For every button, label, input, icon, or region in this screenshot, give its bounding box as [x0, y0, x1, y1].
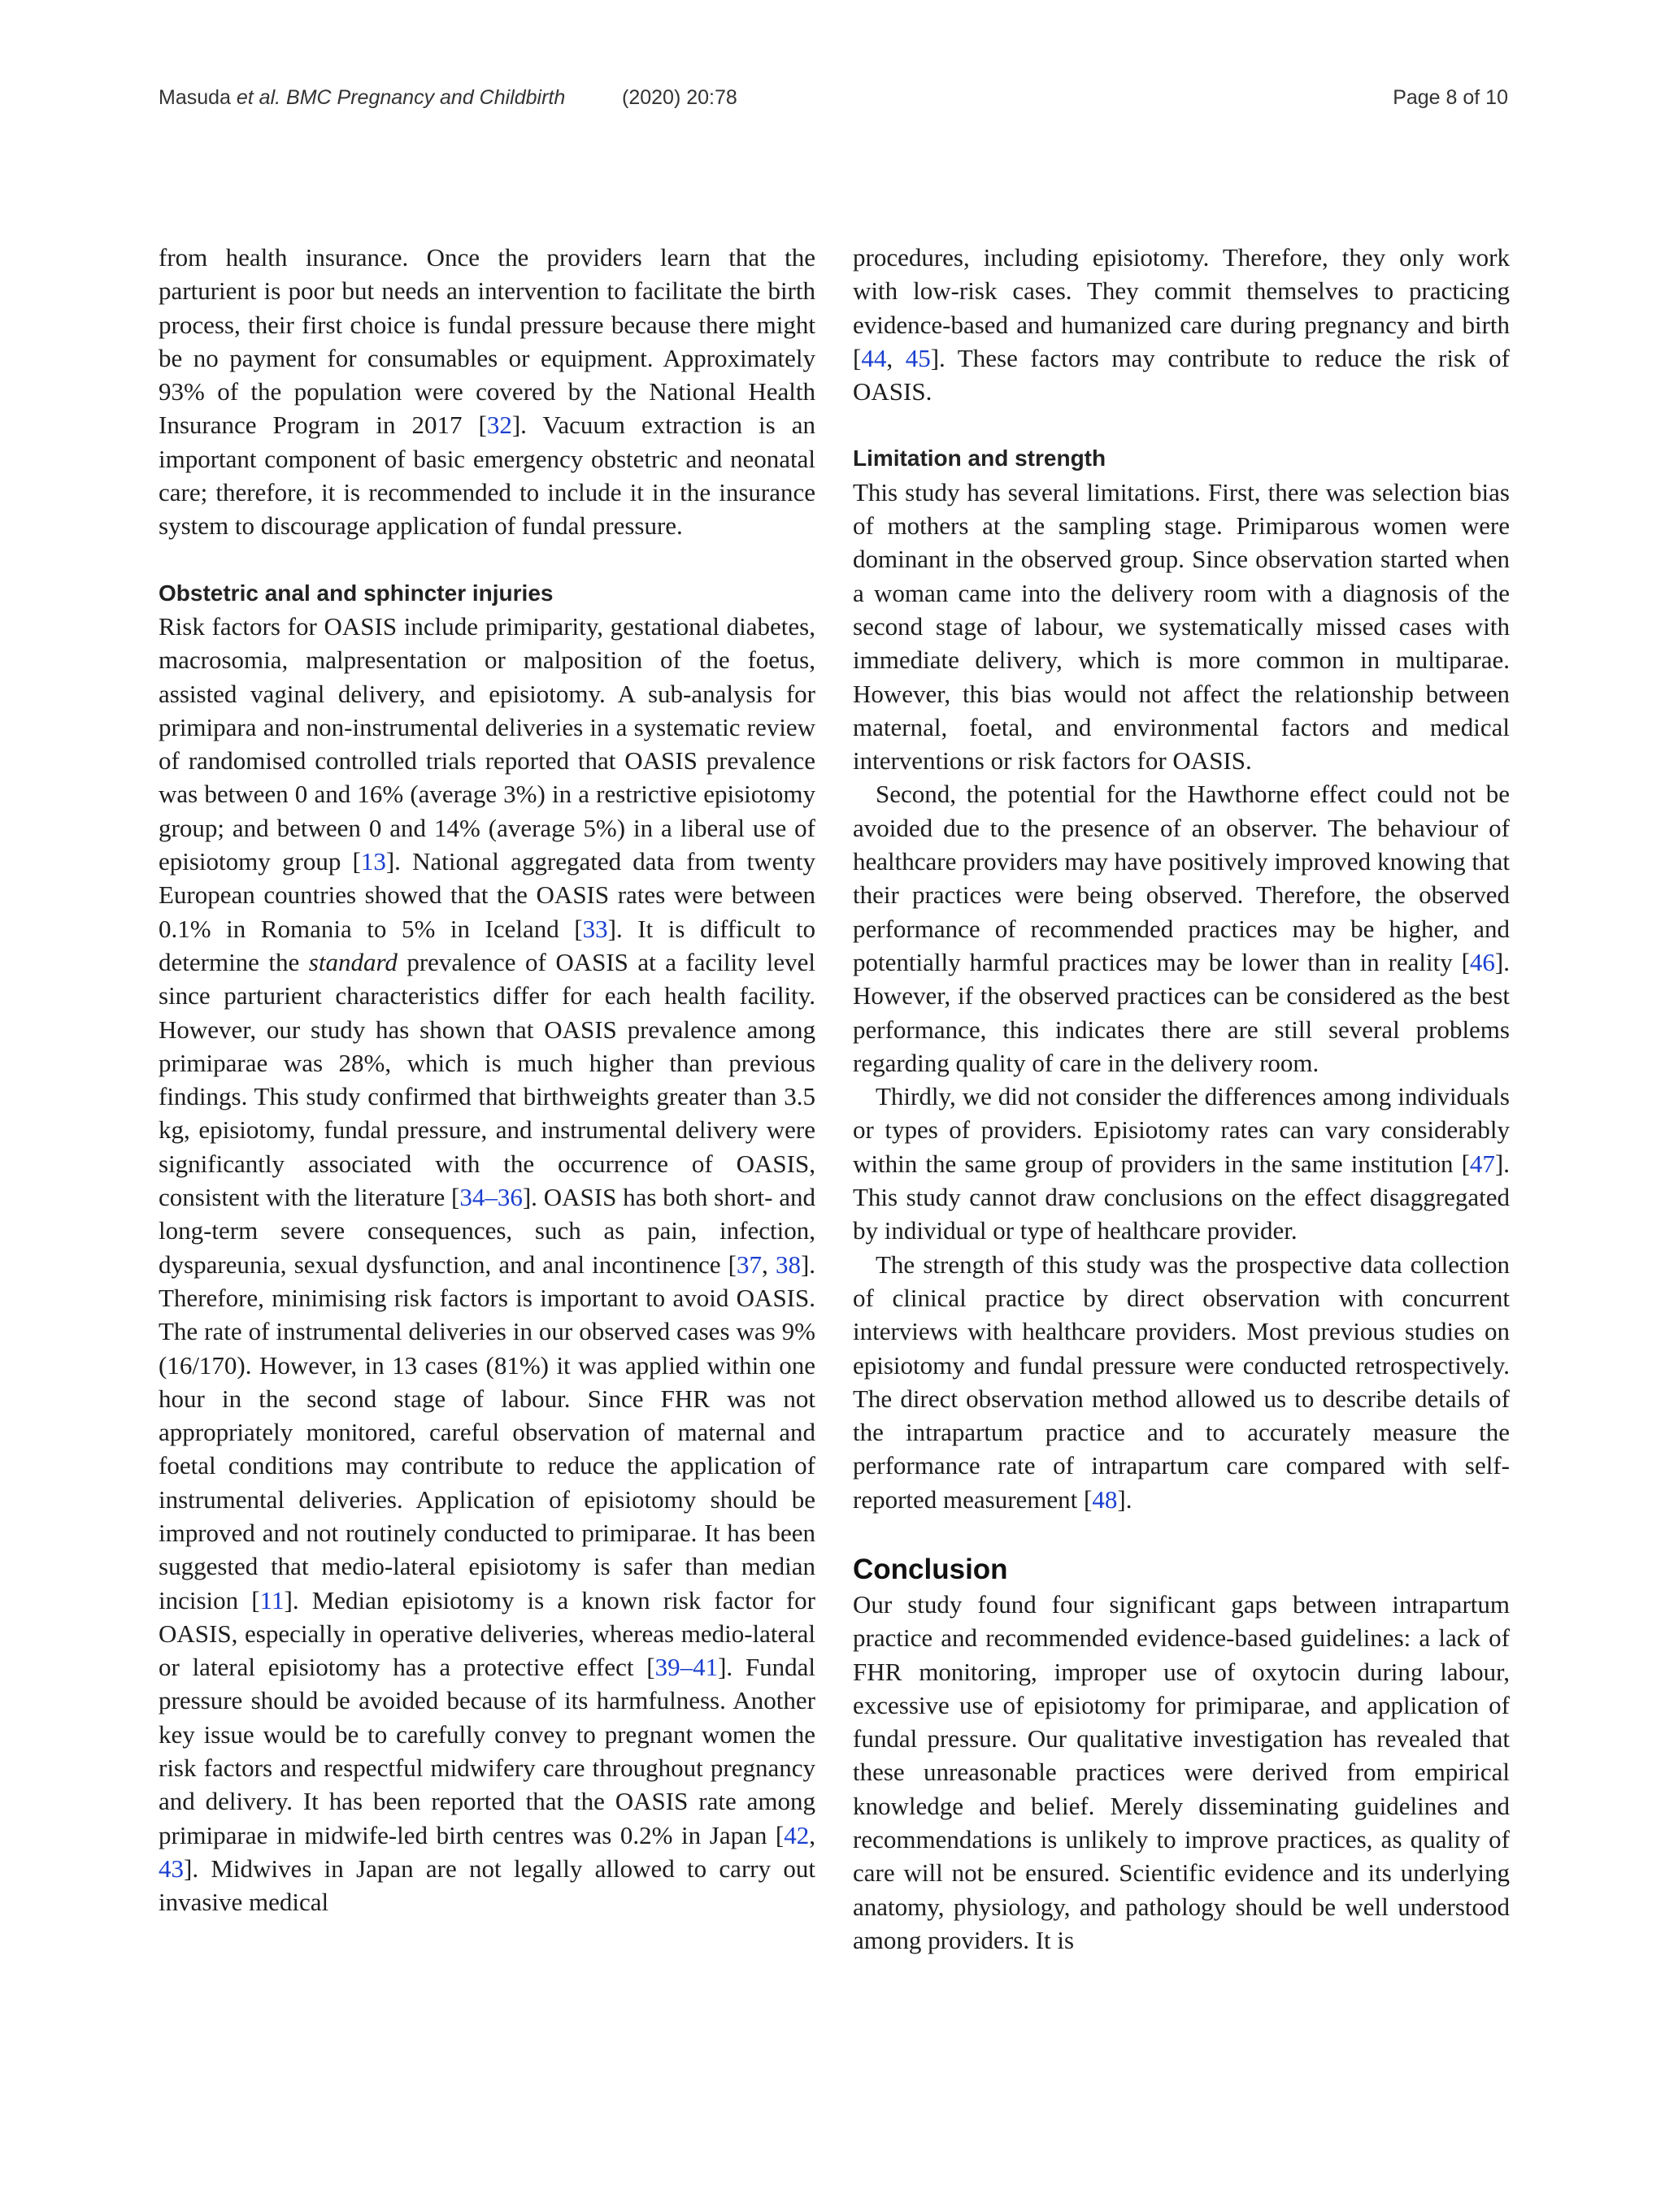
- paragraph: Our study found four significant gaps between intrapartum practice and recommended evidence-based guidelines: a lack of FHR monitoring, improper use of oxytocin during labour, excessive use of episiotomy for primiparae, and application of fundal pressure. Our qualitative investigation has revealed that these unreasonable practices were derived from empirical knowledge and belief. Merely disseminating guidelines and recommendations is unlikely to improve practices, as quality of care will not be ensured. Scientific evidence and its underlying anatomy, physiology, and pathology should be well understood among providers. It is: [853, 1589, 1510, 1954]
- citation-link[interactable]: 11: [259, 1585, 285, 1614]
- section-heading-conclusion: Conclusion: [853, 1553, 1008, 1585]
- paragraph: Second, the potential for the Hawthorne effect could not be avoided due to the presence of an observer. The behaviour of healthcare providers may have positively improved knowing that their practices were being observed. Therefore, the observed performance of recommended practices may be higher, and potentially harmful practices may be lower than in reality [46]. However, if the observed practices can be considered as the best performance, this indicates there are still several problems regarding quality of care in the delivery room.: [853, 780, 1510, 1077]
- paragraph: procedures, including episiotomy. Therefore, they only work with low-risk cases. They commit themselves to practicing evidence-based and humanized care during pregnancy and birth [44, 45]. These factors may contribute to reduce the risk of OASIS.: [853, 243, 1510, 406]
- citation-link[interactable]: 45: [905, 343, 931, 372]
- section-heading-limitation: Limitation and strength: [853, 445, 1106, 472]
- citation-link[interactable]: 46: [1469, 947, 1495, 976]
- section-heading-oasis: Obstetric anal and sphincter injuries: [159, 580, 554, 606]
- citation-link[interactable]: 48: [1092, 1484, 1118, 1514]
- page-number: Page 8 of 10: [1393, 86, 1508, 109]
- citation-link[interactable]: 34–36: [459, 1183, 523, 1212]
- citation-link[interactable]: 42: [784, 1820, 810, 1849]
- citation-link[interactable]: 37: [737, 1249, 762, 1279]
- paragraph: from health insurance. Once the providers learn that the parturient is poor but needs an intervention to facilitate the birth process, their first choice is fundal pressure because there might be no payment for consumables or equipment. Approximately 93% of the population were covered by the National Health Insurance Program in 2017 [32]. Vacuum extraction is an important component of basic emergency obstetric and neonatal care; therefore, it is recommended to include it in the insurance system to discourage application of fundal pressure.: [159, 243, 815, 541]
- citation-link[interactable]: 33: [582, 914, 608, 943]
- paragraph: The strength of this study was the prospective data collection of clinical practice by direct observation with concurrent interviews with healthcare providers. Most previous studies on episiotomy and fundal pressure were conducted retrospectively. The direct observation method allowed us to describe details of the intrapartum practice and to accurately measure the performance rate of intrapartum care compared with self-reported measurement [48].: [853, 1249, 1510, 1514]
- citation-link[interactable]: 43: [159, 1853, 184, 1883]
- right-column: [853, 241, 1510, 1957]
- paragraph: Risk factors for OASIS include primiparity, gestational diabetes, macrosomia, malpresentation or malposition of the foetus, assisted vaginal delivery, and episiotomy. A sub-analysis for primipara and non-instrumental deliveries in a systematic review of randomised controlled trials reported that OASIS prevalence was between 0 and 16% (average 3%) in a restrictive episiotomy group; and between 0 and 14% (average 5%) in a liberal use of episiotomy group [13]. National aggregated data from twenty European countries showed that the OASIS rates were between 0.1% in Romania to 5% in Iceland [33]. It is difficult to determine the standard prevalence of OASIS at a facility level since parturient characteristics differ for each health facility. However, our study has shown that OASIS prevalence among primiparae was 28%, which is much higher than previous findings. This study confirmed that birthweights greater than 3.5 kg, episiotomy, fundal pressure, and instrumental delivery were significantly associated with the occurrence of OASIS, consistent with the literature [34–36]. OASIS has both short- and long-term severe consequences, such as pain, infection, dyspareunia, sexual dysfunction, and anal incontinence [37, 38]. Therefore, minimising risk factors is important to avoid OASIS. The rate of instrumental deliveries in our observed cases was 9% (16/170). However, in 13 cases (81%) it was applied within one hour in the second stage of labour. Since FHR was not appropriately monitored, careful observation of maternal and foetal conditions may contribute to reduce the application of instrumental deliveries. Application of episiotomy should be improved and not routinely conducted to primiparae. It has been suggested that medio-lateral episiotomy is safer than median incision [11]. Median episiotomy is a known risk factor for OASIS, especially in operative deliveries, whereas medio-lateral or lateral episiotomy has a protective effect [39–41]. Fundal pressure should be avoided because of its harmfulness. Another key issue would be to carefully convey to pregnant women the risk factors and respectful midwifery care throughout pregnancy and delivery. It has been reported that the OASIS rate among primiparae in midwife-led birth centres was 0.2% in Japan [42, 43]. Midwives in Japan are not legally allowed to carry out invasive medical: [159, 611, 816, 1917]
- citation-link[interactable]: 13: [360, 847, 386, 876]
- paragraph: Thirdly, we did not consider the differences among individuals or types of providers. Episiotomy rates can vary considerably within the same group of providers in the same institution [47]. This study cannot draw conclusions on the effect disaggregated by individual or type of healthcare provider.: [853, 1082, 1510, 1245]
- citation-link[interactable]: 47: [1469, 1149, 1495, 1178]
- citation-link[interactable]: 38: [775, 1249, 801, 1279]
- running-header: [159, 86, 1508, 119]
- paragraph: This study has several limitations. First, there was selection bias of mothers at the sampling stage. Primiparous women were dominant in the observed group. Since observation started when a woman came into the delivery room with a diagnosis of the second stage of labour, we systematically missed cases with immediate delivery, which is more common in multiparae. However, this bias would not affect the relationship between maternal, foetal, and environmental factors and medical interventions or risk factors for OASIS.: [853, 477, 1510, 776]
- citation-link[interactable]: 39–41: [654, 1653, 719, 1682]
- citation-link[interactable]: 44: [861, 343, 887, 372]
- article-citation: (2020) 20:78: [622, 86, 737, 109]
- journal-title: Masuda et al. BMC Pregnancy and Childbirth: [159, 86, 566, 109]
- citation-link[interactable]: 32: [486, 411, 512, 440]
- left-column: [159, 241, 815, 1919]
